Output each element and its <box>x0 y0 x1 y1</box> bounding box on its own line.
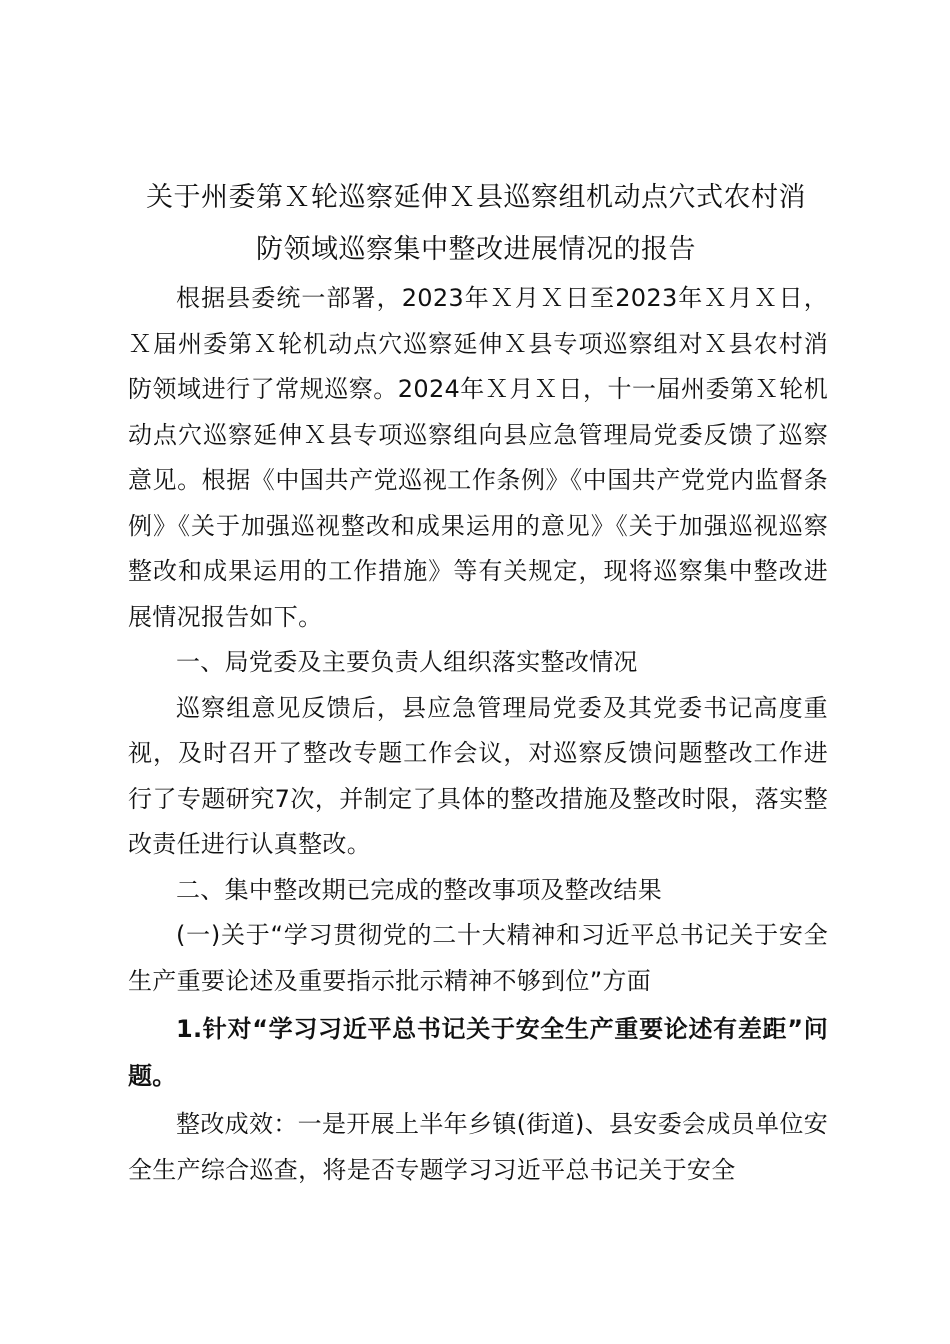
item-heading-1: 1.针对“学习习近平总书记关于安全生产重要论述有差距”问题。 <box>128 1015 828 1090</box>
document-body <box>128 276 828 1193</box>
intro-paragraph: 根据县委统一部署，2023年Ｘ月Ｘ日至2023年Ｘ月Ｘ日，Ｘ届州委第Ｘ轮机动点穴巡察延伸Ｘ县专项巡察组对Ｘ县农村消防领域进行了常规巡察。2024年Ｘ月Ｘ日，十一届州委第Ｘ轮机动点穴巡察延伸Ｘ县专项巡察组向县应急管理局党委反馈了巡察意见。根据《中国共产党巡视工作条例》《中国共产党党内监督条例》《关于加强巡视整改和成果运用的意见》《关于加强巡视巡察整改和成果运用的工作措施》等有关规定，现将巡察集中整改进展情况报告如下。 <box>128 284 828 631</box>
item-1-paragraph: 整改成效：一是开展上半年乡镇(街道)、县安委会成员单位安全生产综合巡查，将是否专题学习习近平总书记关于安全 <box>128 1110 828 1184</box>
title-line-1: 关于州委第Ｘ轮巡察延伸Ｘ县巡察组机动点穴式农村消 <box>146 182 806 213</box>
section-1-paragraph: 巡察组意见反馈后，县应急管理局党委及其党委书记高度重视，及时召开了整改专题工作会议，对巡察反馈问题整改工作进行了专题研究7次，并制定了具体的整改措施及整改时限，落实整改责任进行认真整改。 <box>128 693 828 858</box>
subsection-heading-1: (一)关于“学习贯彻党的二十大精神和习近平总书记关于安全生产重要论述及重要指示批示精神不够到位”方面 <box>128 921 828 995</box>
section-heading-1: 一、局党委及主要负责人组织落实整改情况 <box>176 648 638 676</box>
document-title <box>120 172 832 276</box>
title-line-2: 防领域巡察集中整改进展情况的报告 <box>256 234 696 265</box>
section-heading-2: 二、集中整改期已完成的整改事项及整改结果 <box>176 875 662 904</box>
